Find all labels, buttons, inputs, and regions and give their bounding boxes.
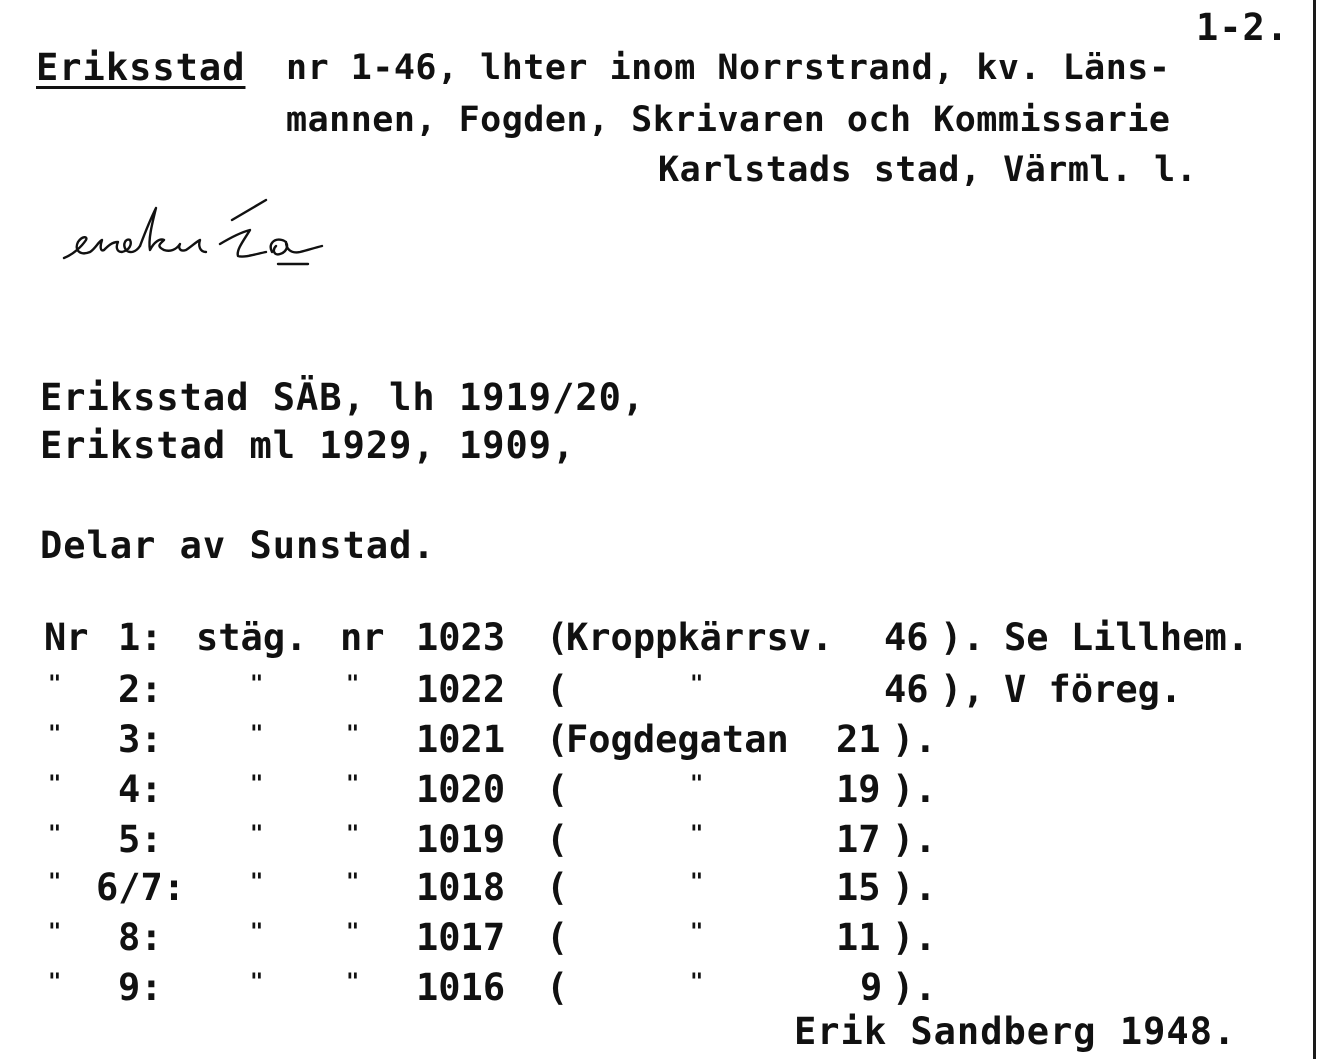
ditto-mark: ": [346, 920, 360, 945]
ditto-mark: ": [48, 870, 62, 895]
entry-number: 3:: [118, 718, 163, 761]
close-paren: ),: [940, 668, 985, 711]
source-line-2: Erikstad ml 1929, 1909,: [40, 424, 576, 467]
close-paren: ).: [892, 718, 937, 761]
ditto-mark: ": [346, 722, 360, 747]
ditto-mark: ": [48, 970, 62, 995]
ditto-mark: ": [346, 822, 360, 847]
open-paren: (: [546, 616, 569, 659]
house-number: 19: [836, 768, 881, 811]
open-paren: (: [546, 818, 569, 861]
col-staeg: stäg.: [196, 616, 308, 659]
open-paren: (: [546, 916, 569, 959]
entry-number: 1:: [118, 616, 163, 659]
house-number: 15: [836, 866, 881, 909]
ditto-mark: ": [250, 970, 264, 995]
staeg-number: 1020: [416, 768, 506, 811]
house-number: 46: [884, 616, 929, 659]
house-number: 21: [836, 718, 881, 761]
house-number: 9: [860, 966, 883, 1009]
entry-number: 8:: [118, 916, 163, 959]
ditto-mark: ": [690, 822, 704, 847]
house-number: 11: [836, 916, 881, 959]
open-paren: (: [546, 718, 569, 761]
house-number: 17: [836, 818, 881, 861]
house-number: 46: [884, 668, 929, 711]
ditto-mark: ": [250, 672, 264, 697]
ditto-mark: ": [48, 722, 62, 747]
header-line-3: Karlstads stad, Värml. l.: [658, 150, 1198, 190]
card-edge-rule: [1313, 0, 1316, 1059]
ditto-mark: ": [250, 870, 264, 895]
nr-label: Nr: [44, 616, 89, 659]
entry-number: 9:: [118, 966, 163, 1009]
col-nr: nr: [340, 616, 385, 659]
street-name: Fogdegatan: [566, 718, 789, 761]
place-name: Eriksstad: [36, 46, 246, 89]
table-row: [0, 916, 1300, 960]
entry-number: 2:: [118, 668, 163, 711]
ditto-mark: ": [690, 672, 704, 697]
source-line-1: Eriksstad SÄB, lh 1919/20,: [40, 376, 646, 419]
ditto-mark: ": [346, 970, 360, 995]
ditto-mark: ": [250, 772, 264, 797]
staeg-number: 1019: [416, 818, 506, 861]
close-paren: ).: [940, 616, 985, 659]
staeg-number: 1018: [416, 866, 506, 909]
close-paren: ).: [892, 866, 937, 909]
header-line-1: nr 1-46, lhter inom Norrstrand, kv. Läns-: [286, 48, 1171, 88]
staeg-number: 1022: [416, 668, 506, 711]
table-row: [0, 818, 1300, 862]
table-row: [0, 718, 1300, 762]
entry-number: 6/7:: [96, 866, 186, 909]
open-paren: (: [546, 966, 569, 1009]
staeg-number: 1016: [416, 966, 506, 1009]
ditto-mark: ": [48, 920, 62, 945]
ditto-mark: ": [690, 970, 704, 995]
card-number: 1-2.: [1196, 6, 1290, 49]
signature: Erik Sandberg 1948.: [794, 1010, 1237, 1053]
ditto-mark: ": [250, 722, 264, 747]
header-line-2: mannen, Fogden, Skrivaren och Kommissarie: [286, 100, 1171, 140]
ditto-mark: ": [346, 672, 360, 697]
ditto-mark: ": [346, 772, 360, 797]
ditto-mark: ": [48, 772, 62, 797]
staeg-number: 1023: [416, 616, 506, 659]
entry-number: 4:: [118, 768, 163, 811]
ditto-mark: ": [690, 920, 704, 945]
entry-remark: Se Lillhem.: [1004, 616, 1250, 659]
ditto-mark: ": [250, 822, 264, 847]
table-row: [0, 616, 1300, 660]
close-paren: ).: [892, 966, 937, 1009]
ditto-mark: ": [346, 870, 360, 895]
table-row: [0, 966, 1300, 1010]
note-line: Delar av Sunstad.: [40, 524, 436, 567]
ditto-mark: ": [250, 920, 264, 945]
open-paren: (: [546, 668, 569, 711]
ditto-mark: ": [690, 772, 704, 797]
close-paren: ).: [892, 818, 937, 861]
table-row: [0, 768, 1300, 812]
ditto-mark: ": [48, 672, 62, 697]
ditto-mark: ": [690, 870, 704, 895]
open-paren: (: [546, 768, 569, 811]
table-row: [0, 668, 1300, 712]
handwritten-pronunciation: [60, 180, 420, 280]
entry-number: 5:: [118, 818, 163, 861]
staeg-number: 1021: [416, 718, 506, 761]
open-paren: (: [546, 866, 569, 909]
close-paren: ).: [892, 916, 937, 959]
street-name: Kroppkärrsv.: [566, 616, 834, 659]
table-row: [0, 866, 1300, 910]
entry-remark: V föreg.: [1004, 668, 1183, 711]
ditto-mark: ": [48, 822, 62, 847]
close-paren: ).: [892, 768, 937, 811]
staeg-number: 1017: [416, 916, 506, 959]
